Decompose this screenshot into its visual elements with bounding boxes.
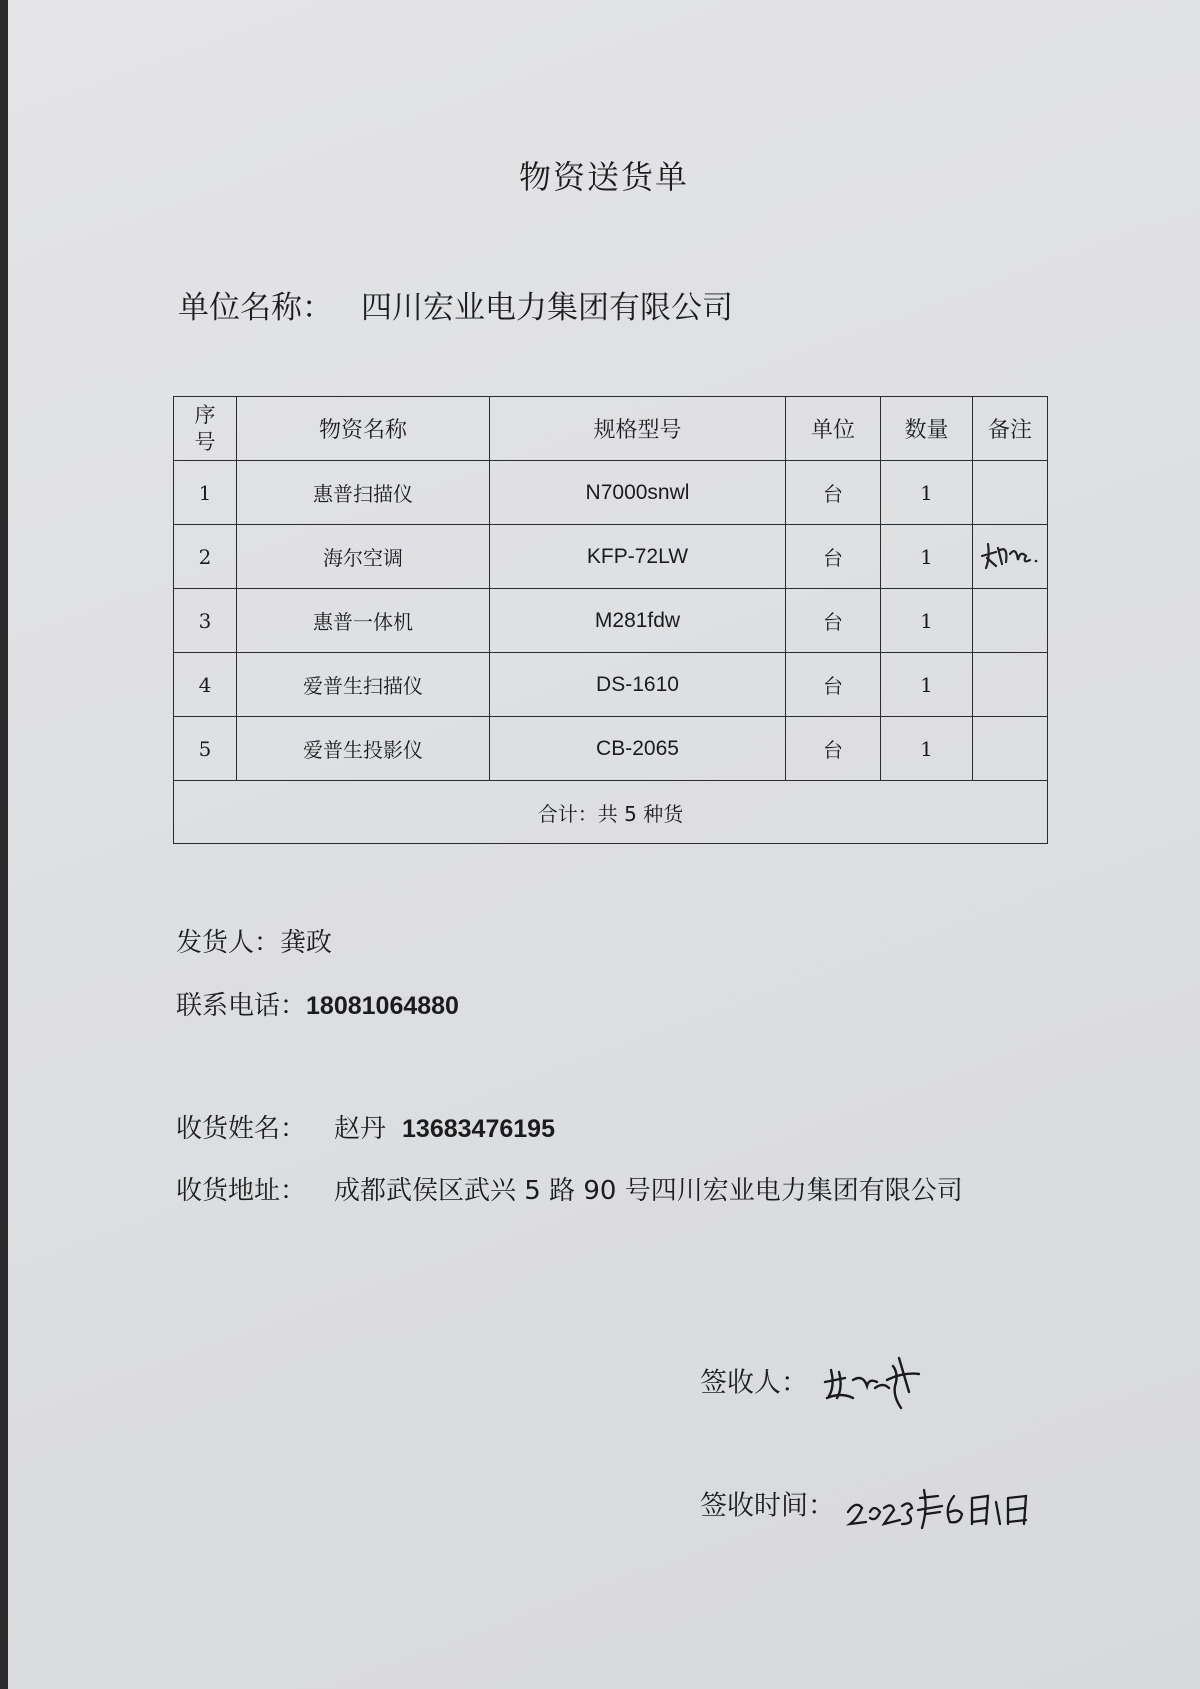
signer-line [700,1352,927,1416]
row-remark-signature [973,525,1048,589]
row-remark [973,589,1048,653]
row-unit: 台 [786,461,881,525]
unit-name-line [178,282,733,327]
header-remark: 备注 [973,397,1048,461]
row-spec: KFP-72LW [490,525,786,589]
header-seq: 序 号 [174,397,237,461]
sign-time-label: 签收时间： [700,1490,835,1522]
shipper-label: 发货人： [176,928,281,958]
total-summary: 合计：共 5 种货 [174,781,1048,844]
delivery-note-paper [8,0,1200,1689]
row-remark [973,461,1048,525]
table-row [174,717,1048,781]
row-name: 爱普生扫描仪 [237,653,490,717]
signer-signature-icon [817,1352,927,1416]
row-name: 爱普生投影仪 [237,717,490,781]
table-row [174,653,1048,717]
row-unit: 台 [786,525,881,589]
row-qty: 1 [881,461,973,525]
header-unit: 单位 [786,397,881,461]
row-remark [973,717,1048,781]
document-title: 物资送货单 [518,158,689,196]
row-name: 惠普一体机 [237,589,490,653]
table-total-row [174,781,1048,844]
header-qty: 数量 [881,397,973,461]
receiver-name: 赵丹 [334,1114,387,1144]
receiver-phone: 13683476195 [402,1115,555,1143]
shipper-phone: 18081064880 [306,992,459,1020]
row-seq: 2 [174,525,237,589]
remark-signature-icon [978,534,1042,574]
sign-time-line [700,1478,1054,1536]
row-seq: 3 [174,589,237,653]
receiver-address-label: 收货地址： [176,1176,307,1206]
shipper-phone-line [176,985,459,1022]
row-unit: 台 [786,653,881,717]
table-row [174,461,1048,525]
row-seq: 4 [174,653,237,717]
receiver-address: 成都武侯区武兴 5 路 90 号四川宏业电力集团有限公司 [334,1176,963,1206]
receiver-name-label: 收货姓名： [176,1114,307,1144]
row-name: 惠普扫描仪 [237,461,490,525]
shipper-line [176,922,332,959]
row-name: 海尔空调 [237,525,490,589]
receiver-name-line [176,1108,555,1145]
row-spec: M281fdw [490,589,786,653]
row-spec: N7000snwl [490,461,786,525]
row-spec: DS-1610 [490,653,786,717]
table-header-row [174,397,1048,461]
row-qty: 1 [881,525,973,589]
row-qty: 1 [881,653,973,717]
row-unit: 台 [786,589,881,653]
table-row [174,589,1048,653]
row-seq: 5 [174,717,237,781]
signer-label: 签收人： [700,1367,808,1399]
table-row [174,525,1048,589]
row-spec: CB-2065 [490,717,786,781]
shipper-phone-label: 联系电话： [176,991,307,1021]
header-name: 物资名称 [237,397,490,461]
row-qty: 1 [881,717,973,781]
row-remark [973,653,1048,717]
goods-table [173,396,1048,844]
shipper-name: 龚政 [280,928,333,958]
header-spec: 规格型号 [490,397,786,461]
receiver-address-line [176,1170,963,1207]
row-unit: 台 [786,717,881,781]
row-seq: 1 [174,461,237,525]
sign-time-handwriting-icon [844,1478,1054,1536]
unit-name-label: 单位名称： [178,290,333,326]
unit-name-value: 四川宏业电力集团有限公司 [361,290,733,326]
row-qty: 1 [881,589,973,653]
